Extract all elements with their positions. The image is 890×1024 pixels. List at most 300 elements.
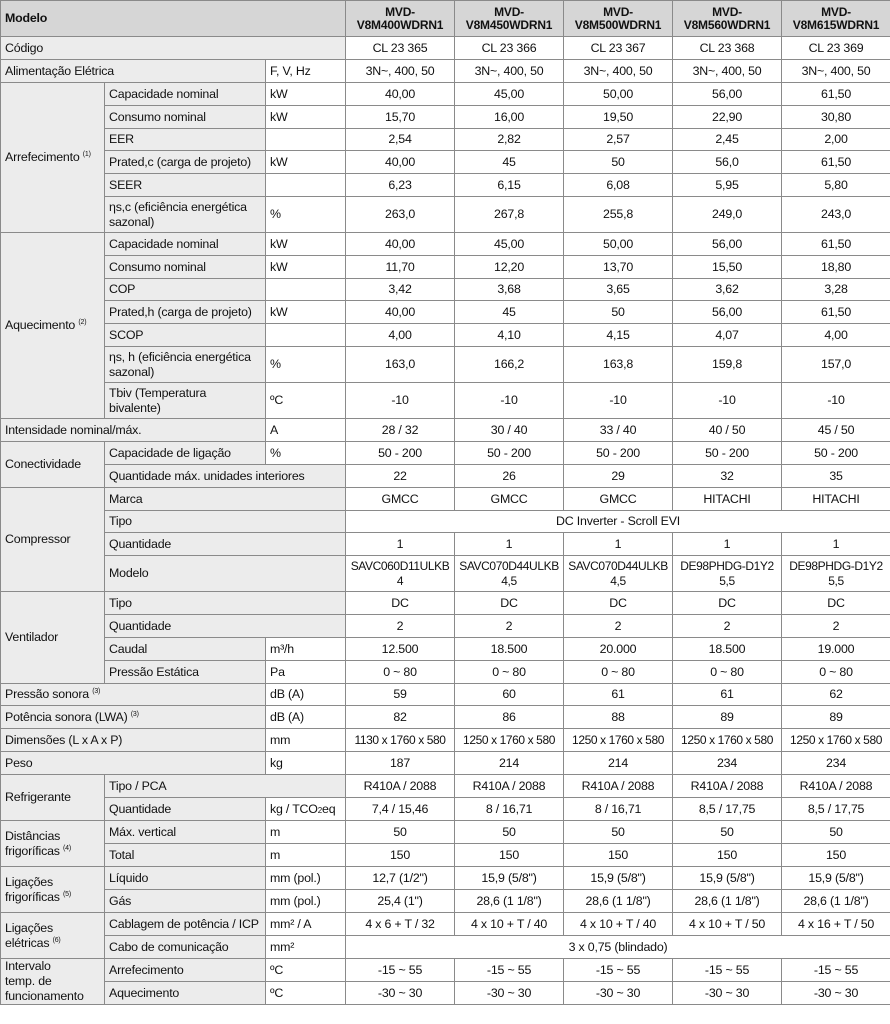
value-cell: 1250 x 1760 x 580	[564, 729, 673, 752]
row-label	[105, 324, 266, 347]
value-cell: 5,95	[673, 174, 782, 197]
value-cell: 1250 x 1760 x 580	[455, 729, 564, 752]
table-row	[1, 419, 890, 442]
unit-cell: %	[266, 347, 346, 383]
value-cell: 15,9 (5/8")	[782, 867, 890, 890]
value-cell: CL 23 366	[455, 37, 564, 60]
value-cell	[346, 556, 455, 592]
row-label	[105, 638, 266, 661]
value-cell: 0 ~ 80	[346, 661, 455, 684]
value-cell: 45 / 50	[782, 419, 890, 442]
value-cell: 15,9 (5/8")	[673, 867, 782, 890]
value-cell: 16,00	[455, 106, 564, 129]
value-cell: -15 ~ 55	[673, 959, 782, 982]
value-cell	[673, 556, 782, 592]
value-cell: 4 x 10 + T / 50	[673, 913, 782, 936]
table-row	[1, 798, 890, 821]
group-label	[1, 488, 105, 592]
table-row	[1, 729, 890, 752]
group-label-text: temp. de	[5, 974, 52, 988]
table-body	[1, 1, 890, 1005]
model-name	[782, 1, 890, 37]
row-label	[105, 821, 266, 844]
value-cell: 86	[455, 706, 564, 729]
group-label-text: elétricas	[5, 935, 50, 950]
row-label-text: Consumo nominal	[109, 259, 206, 274]
row-label-text: Arrefecimento	[109, 962, 184, 977]
value-cell: 4 x 10 + T / 40	[564, 913, 673, 936]
value-cell: 255,8	[564, 197, 673, 233]
table-row	[1, 151, 890, 174]
value-cell: 0 ~ 80	[782, 661, 890, 684]
unit-cell: kW	[266, 106, 346, 129]
row-label	[105, 301, 266, 324]
value-cell: 25,4 (1")	[346, 890, 455, 913]
value-cell: 234	[782, 752, 890, 775]
unit-cell	[266, 324, 346, 347]
table-row	[1, 60, 890, 83]
value-cell: 50	[782, 821, 890, 844]
unit-cell: mm	[266, 729, 346, 752]
value-cell: 50	[564, 151, 673, 174]
value-cell: 243,0	[782, 197, 890, 233]
value-cell: 22	[346, 465, 455, 488]
model-name	[564, 1, 673, 37]
table-row	[1, 706, 890, 729]
table-row	[1, 775, 890, 798]
footnote-ref: (5)	[63, 890, 71, 898]
value-cell: 2,82	[455, 129, 564, 151]
table-row	[1, 174, 890, 197]
value-cell: 4 x 6 + T / 32	[346, 913, 455, 936]
value-cell	[782, 556, 890, 592]
unit-cell: %	[266, 442, 346, 465]
value-cell: 4,00	[346, 324, 455, 347]
row-label-text: Capacidade de ligação	[109, 445, 231, 460]
unit-cell: Pa	[266, 661, 346, 684]
model-name-line: MVD-	[821, 4, 851, 19]
value-cell: 2,54	[346, 129, 455, 151]
value-cell: 159,8	[673, 347, 782, 383]
value-cell: 12,7 (1/2")	[346, 867, 455, 890]
value-cell: 6,23	[346, 174, 455, 197]
value-cell: 28 / 32	[346, 419, 455, 442]
compressor-model: SAVC060D11ULKB	[350, 558, 450, 573]
model-name-line: V8M400WDRN1	[356, 17, 444, 32]
row-label-text: Gás	[109, 893, 132, 908]
unit-cell: ºC	[266, 982, 346, 1005]
value-cell: 28,6 (1 1/8")	[564, 890, 673, 913]
value-cell: 32	[673, 465, 782, 488]
compressor-model: SAVC070D44ULKB	[568, 558, 668, 573]
unit-cell: %	[266, 197, 346, 233]
value-cell: DC	[782, 592, 890, 615]
value-cell: 50 - 200	[455, 442, 564, 465]
unit-cell: mm (pol.)	[266, 867, 346, 890]
row-label-text: Quantidade	[109, 618, 172, 633]
value-cell: 50 - 200	[673, 442, 782, 465]
value-cell: 30 / 40	[455, 419, 564, 442]
group-label	[1, 959, 105, 1005]
table-row	[1, 661, 890, 684]
group-label-text: Aquecimento	[5, 318, 76, 332]
model-name-line: MVD-	[494, 4, 524, 19]
value-cell: 3N~, 400, 50	[455, 60, 564, 83]
group-label-text: Ligações	[5, 920, 53, 935]
model-header-label: Modelo	[1, 1, 346, 37]
model-name-line: V8M615WDRN1	[792, 17, 880, 32]
value-cell: 12.500	[346, 638, 455, 661]
value-cell: 56,00	[673, 301, 782, 324]
value-cell: 40,00	[346, 233, 455, 256]
value-cell: 6,15	[455, 174, 564, 197]
footnote-ref: (1)	[82, 150, 91, 158]
table-row	[1, 301, 890, 324]
model-name-line: MVD-	[385, 4, 415, 19]
value-cell: 50	[673, 821, 782, 844]
table-row	[1, 913, 890, 936]
unit-cell	[266, 129, 346, 151]
value-cell: 13,70	[564, 256, 673, 279]
table-row	[1, 511, 890, 533]
value-cell: GMCC	[455, 488, 564, 511]
table-row	[1, 347, 890, 383]
value-cell: -10	[782, 383, 890, 419]
row-label: Código	[1, 37, 346, 60]
table-row	[1, 442, 890, 465]
table-row	[1, 821, 890, 844]
footnote-ref: (3)	[92, 687, 101, 695]
row-label-text: Cablagem de potência / ICP	[109, 916, 259, 931]
unit-cell: mm² / A	[266, 913, 346, 936]
unit-cell: kW	[266, 301, 346, 324]
value-cell: 267,8	[455, 197, 564, 233]
group-label-text: Ventilador	[5, 630, 59, 644]
value-cell: 4,00	[782, 324, 890, 347]
value-cell: 1130 x 1760 x 580	[346, 729, 455, 752]
value-cell: 50 - 200	[564, 442, 673, 465]
row-label	[105, 383, 266, 419]
value-cell: 3,28	[782, 279, 890, 301]
value-cell: 50	[564, 821, 673, 844]
table-row	[1, 982, 890, 1005]
value-cell: 19,50	[564, 106, 673, 129]
value-cell: 150	[564, 844, 673, 867]
value-cell: 150	[346, 844, 455, 867]
value-cell: 2,45	[673, 129, 782, 151]
value-cell: -30 ~ 30	[782, 982, 890, 1005]
row-label	[105, 615, 346, 638]
row-label	[105, 982, 266, 1005]
group-label-text: frigoríficas	[5, 889, 60, 904]
row-label	[105, 174, 266, 197]
value-cell: R410A / 2088	[346, 775, 455, 798]
unit-cell: F, V, Hz	[266, 60, 346, 83]
value-cell: 61,50	[782, 151, 890, 174]
value-cell: 26	[455, 465, 564, 488]
compressor-model: DE98PHDG-D1Y2	[680, 558, 774, 573]
value-cell: 166,2	[455, 347, 564, 383]
value-cell: 5,80	[782, 174, 890, 197]
row-label-text: Modelo	[109, 566, 149, 580]
value-cell: 29	[564, 465, 673, 488]
row-label-text: Pressão sonora	[5, 687, 89, 701]
group-label-text: Conectividade	[5, 457, 81, 471]
model-name-line: MVD-	[712, 4, 742, 19]
table-row	[1, 37, 890, 60]
value-cell: 1	[673, 533, 782, 556]
value-cell: 82	[346, 706, 455, 729]
value-cell: CL 23 368	[673, 37, 782, 60]
row-label-text: ηs, h (eficiência energética	[109, 349, 251, 364]
table-row	[1, 684, 890, 706]
value-cell: 187	[346, 752, 455, 775]
value-cell: 56,00	[673, 233, 782, 256]
row-label-text: Intensidade nominal/máx.	[5, 422, 142, 437]
table-row	[1, 556, 890, 592]
unit-cell: kW	[266, 83, 346, 106]
value-cell: 89	[782, 706, 890, 729]
value-cell: 8 / 16,71	[564, 798, 673, 821]
value-cell: -30 ~ 30	[673, 982, 782, 1005]
value-cell: 163,8	[564, 347, 673, 383]
value-cell: 4,10	[455, 324, 564, 347]
table-row	[1, 465, 890, 488]
table-row	[1, 106, 890, 129]
value-cell: 18,80	[782, 256, 890, 279]
table-row	[1, 638, 890, 661]
table-row	[1, 197, 890, 233]
row-label	[105, 129, 266, 151]
row-label	[105, 533, 346, 556]
value-cell: 263,0	[346, 197, 455, 233]
value-cell: 163,0	[346, 347, 455, 383]
group-label-text: funcionamento	[5, 989, 84, 1003]
table-row	[1, 533, 890, 556]
group-label-text: frigoríficas	[5, 843, 60, 858]
value-cell: CL 23 365	[346, 37, 455, 60]
row-label-text: SCOP	[109, 327, 144, 342]
table-row	[1, 488, 890, 511]
row-label-text: Potência sonora (LWA)	[5, 709, 128, 724]
footnote-ref: (4)	[63, 844, 71, 852]
value-cell: 40 / 50	[673, 419, 782, 442]
row-label	[105, 488, 346, 511]
model-name-line: V8M450WDRN1	[465, 17, 553, 32]
model-name	[455, 1, 564, 37]
compressor-model: SAVC070D44ULKB	[459, 558, 559, 573]
group-label	[1, 83, 105, 233]
row-label-text: COP	[109, 282, 136, 296]
row-label	[105, 233, 266, 256]
row-label-text: Prated,c (carga de projeto)	[109, 154, 251, 169]
value-cell: 62	[782, 684, 890, 706]
row-label	[105, 197, 266, 233]
unit-cell	[266, 174, 346, 197]
value-cell: HITACHI	[673, 488, 782, 511]
unit-cell	[266, 279, 346, 301]
value-cell: 1	[564, 533, 673, 556]
row-label-text: Capacidade nominal	[109, 236, 219, 251]
unit-cell: A	[266, 419, 346, 442]
table-row	[1, 592, 890, 615]
group-label-text: Arrefecimento	[5, 150, 80, 164]
value-cell: 61,50	[782, 301, 890, 324]
unit-cell: m	[266, 844, 346, 867]
row-label	[105, 775, 346, 798]
value-cell: 4 x 10 + T / 40	[455, 913, 564, 936]
value-cell: 28,6 (1 1/8")	[782, 890, 890, 913]
row-label	[105, 442, 266, 465]
value-cell: 214	[455, 752, 564, 775]
row-label	[1, 419, 266, 442]
table-row	[1, 867, 890, 890]
row-label-text: Marca	[109, 491, 143, 506]
value-cell: 56,00	[673, 83, 782, 106]
value-cell: 19.000	[782, 638, 890, 661]
row-label	[105, 844, 266, 867]
unit-cell: ºC	[266, 959, 346, 982]
unit-text: eq	[322, 801, 336, 816]
row-label	[105, 279, 266, 301]
row-label	[105, 83, 266, 106]
table-row	[1, 83, 890, 106]
table-row	[1, 279, 890, 301]
value-cell: -30 ~ 30	[346, 982, 455, 1005]
value-cell: GMCC	[564, 488, 673, 511]
compressor-size: 4,5	[501, 573, 517, 588]
value-cell: 8,5 / 17,75	[782, 798, 890, 821]
value-cell: CL 23 367	[564, 37, 673, 60]
compressor-model: DE98PHDG-D1Y2	[789, 558, 883, 573]
value-cell: DC Inverter - Scroll EVI	[346, 511, 890, 533]
unit-cell: kW	[266, 233, 346, 256]
row-label-text: sazonal)	[109, 364, 155, 379]
row-label-text: Cabo de comunicação	[109, 939, 229, 954]
row-label-text: Líquido	[109, 870, 149, 885]
row-label	[105, 890, 266, 913]
table-row	[1, 129, 890, 151]
value-cell: DC	[673, 592, 782, 615]
row-label-text: Tipo	[109, 595, 132, 610]
row-label-text: Quantidade máx. unidades interiores	[109, 468, 305, 483]
group-label	[1, 233, 105, 419]
value-cell	[455, 556, 564, 592]
row-label	[105, 256, 266, 279]
compressor-size: 5,5	[828, 573, 844, 588]
value-cell: -15 ~ 55	[782, 959, 890, 982]
footnote-ref: (2)	[78, 318, 87, 326]
value-cell: 3,42	[346, 279, 455, 301]
row-label	[105, 106, 266, 129]
value-cell: CL 23 369	[782, 37, 890, 60]
value-cell: 3,62	[673, 279, 782, 301]
value-cell: 7,4 / 15,46	[346, 798, 455, 821]
value-cell: 28,6 (1 1/8")	[455, 890, 564, 913]
value-cell: 8 / 16,71	[455, 798, 564, 821]
value-cell: 45,00	[455, 83, 564, 106]
table-row	[1, 324, 890, 347]
row-label-text: EER	[109, 132, 134, 146]
model-name	[673, 1, 782, 37]
unit-cell: ºC	[266, 383, 346, 419]
row-label-text: Máx. vertical	[109, 824, 176, 839]
value-cell: 0 ~ 80	[564, 661, 673, 684]
table-row	[1, 890, 890, 913]
value-cell: -10	[346, 383, 455, 419]
group-label	[1, 913, 105, 959]
value-cell: 3N~, 400, 50	[564, 60, 673, 83]
table-row	[1, 936, 890, 959]
value-cell: 4,07	[673, 324, 782, 347]
row-label-text: Tipo / PCA	[109, 778, 167, 793]
value-cell: 214	[564, 752, 673, 775]
row-label	[105, 556, 346, 592]
value-cell: 35	[782, 465, 890, 488]
value-cell: 45	[455, 301, 564, 324]
value-cell: 3N~, 400, 50	[346, 60, 455, 83]
value-cell: 89	[673, 706, 782, 729]
value-cell: 150	[673, 844, 782, 867]
compressor-size: 4,5	[610, 573, 626, 588]
value-cell: DC	[564, 592, 673, 615]
row-label-text: Aquecimento	[109, 985, 180, 1000]
value-cell: 0 ~ 80	[455, 661, 564, 684]
unit-cell: dB (A)	[266, 706, 346, 729]
row-label	[105, 913, 266, 936]
row-label	[105, 592, 346, 615]
value-cell: 2	[673, 615, 782, 638]
value-cell: 11,70	[346, 256, 455, 279]
value-cell: 2,57	[564, 129, 673, 151]
row-label-text: sazonal)	[109, 214, 155, 229]
unit-subscript: 2	[317, 805, 322, 815]
value-cell: GMCC	[346, 488, 455, 511]
row-label-text: bivalente)	[109, 400, 161, 415]
value-cell: 40,00	[346, 301, 455, 324]
row-label-text: Tipo	[109, 514, 132, 528]
row-label	[105, 347, 266, 383]
value-cell: 61,50	[782, 83, 890, 106]
value-cell: 45,00	[455, 233, 564, 256]
value-cell	[564, 556, 673, 592]
value-cell: 59	[346, 684, 455, 706]
value-cell: 45	[455, 151, 564, 174]
model-name-line: V8M560WDRN1	[683, 17, 771, 32]
value-cell: 50,00	[564, 83, 673, 106]
row-label	[105, 151, 266, 174]
row-label	[1, 684, 266, 706]
unit-cell: mm²	[266, 936, 346, 959]
value-cell: 3 x 0,75 (blindado)	[346, 936, 890, 959]
row-label-text: Quantidade	[109, 801, 172, 816]
value-cell: 15,9 (5/8")	[564, 867, 673, 890]
table-row	[1, 1, 890, 37]
unit-cell: kW	[266, 151, 346, 174]
group-label-text: Ligações	[5, 874, 53, 889]
value-cell: 33 / 40	[564, 419, 673, 442]
row-label-text: Quantidade	[109, 536, 172, 551]
value-cell: 1250 x 1760 x 580	[673, 729, 782, 752]
value-cell: 50 - 200	[782, 442, 890, 465]
row-label	[105, 867, 266, 890]
value-cell: -15 ~ 55	[346, 959, 455, 982]
value-cell: 4 x 16 + T / 50	[782, 913, 890, 936]
value-cell: 20.000	[564, 638, 673, 661]
value-cell: 4,15	[564, 324, 673, 347]
value-cell: 50,00	[564, 233, 673, 256]
value-cell: -10	[673, 383, 782, 419]
